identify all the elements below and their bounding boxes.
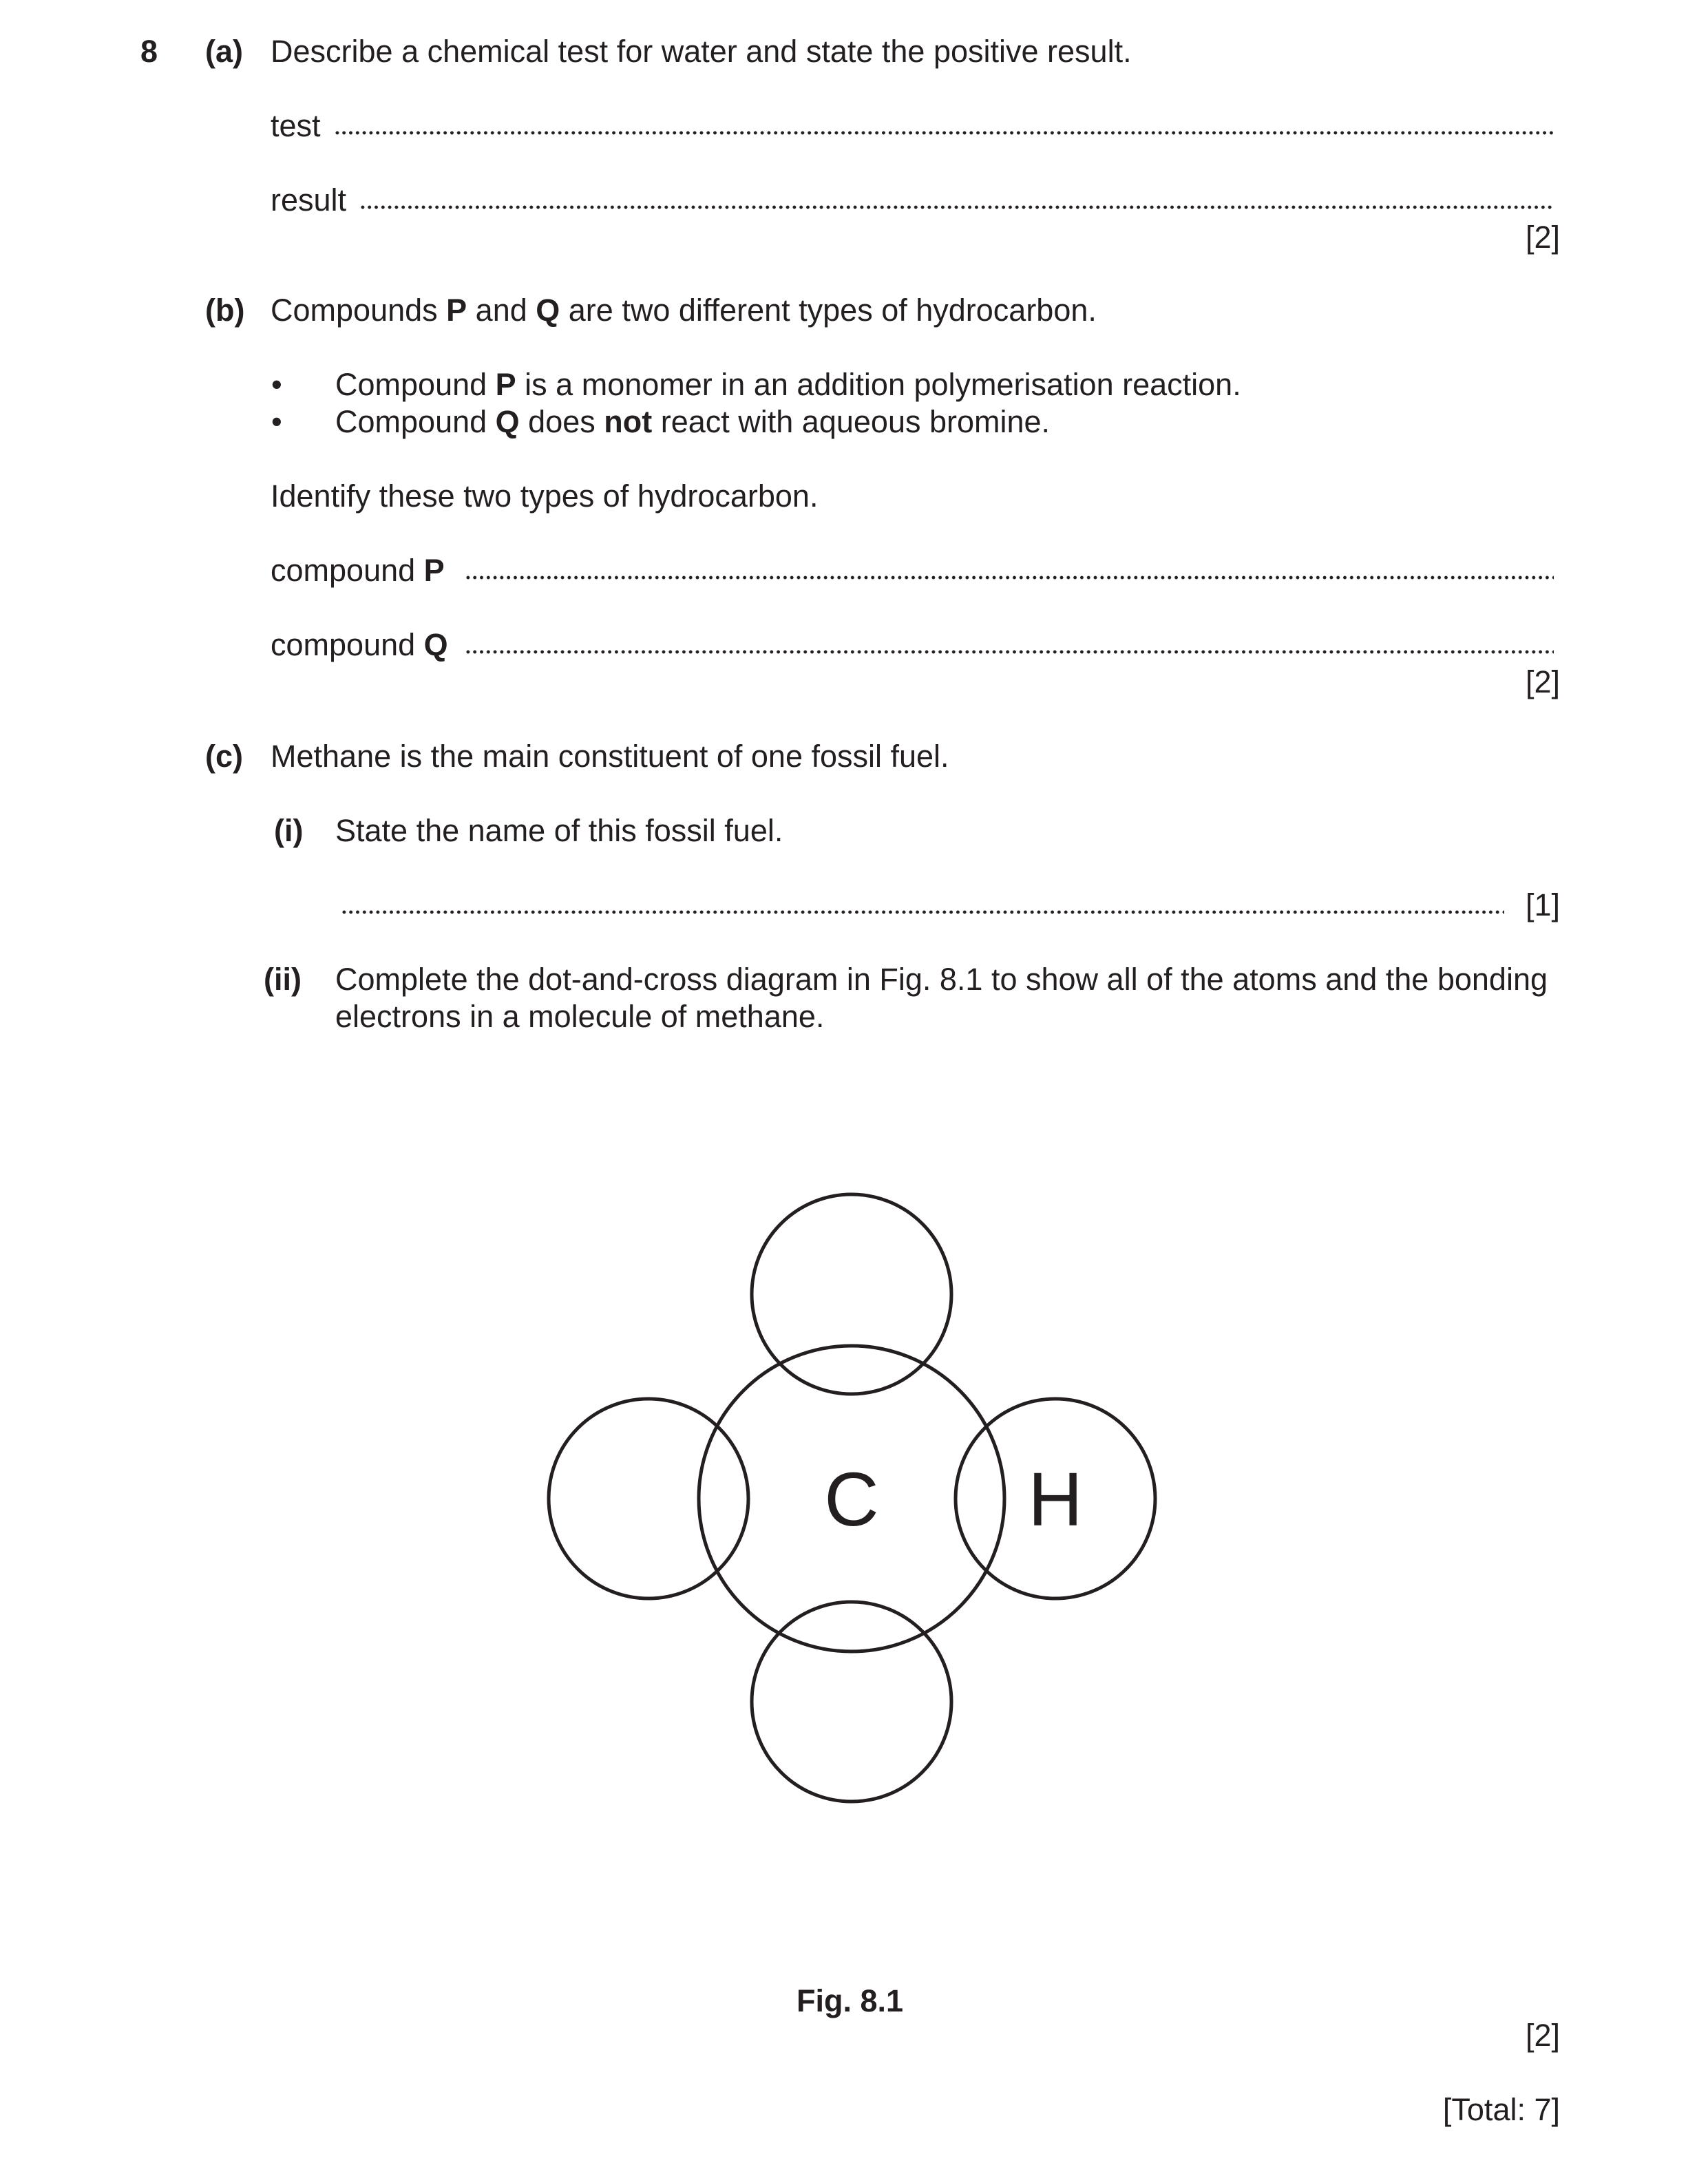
compound-p-label: compound P xyxy=(271,553,445,588)
part-a-marks: [2] xyxy=(1525,220,1560,255)
part-a-question: Describe a chemical test for water and state the positive result. xyxy=(271,34,1132,69)
part-c-i-label: (i) xyxy=(274,813,304,848)
part-b-intro: Compounds P and Q are two different types of hydrocarbon. xyxy=(271,293,1097,328)
part-c-label: (c) xyxy=(205,739,243,774)
part-c-i-marks: [1] xyxy=(1525,887,1560,922)
part-c-ii-line-2: electrons in a molecule of methane. xyxy=(335,999,825,1034)
part-c-ii-label: (ii) xyxy=(264,962,302,997)
result-label: result xyxy=(271,182,347,218)
part-c-ii-marks: [2] xyxy=(1525,2018,1560,2053)
question-number: 8 xyxy=(140,34,158,69)
part-b-marks: [2] xyxy=(1525,664,1560,699)
part-b-instruction: Identify these two types of hydrocarbon. xyxy=(271,478,819,514)
part-a-label: (a) xyxy=(205,34,243,69)
part-c-ii-line-1: Complete the dot-and-cross diagram in Fig. 8.1 to show all of the atoms and the bonding xyxy=(335,962,1548,997)
test-label: test xyxy=(271,108,321,143)
part-c-text: Methane is the main constituent of one fossil fuel. xyxy=(271,739,949,774)
bullet-2-text: Compound Q does not react with aqueous bromine. xyxy=(335,404,1051,439)
figure-caption: Fig. 8.1 xyxy=(797,1983,904,2018)
bullet-2-symbol: • xyxy=(271,404,282,439)
bottom-hydrogen-shell[interactable] xyxy=(752,1602,951,1802)
part-b-label: (b) xyxy=(205,293,245,328)
compound-q-label: compound Q xyxy=(271,627,448,662)
part-c-i-text: State the name of this fossil fuel. xyxy=(335,813,783,848)
carbon-symbol: C xyxy=(824,1457,879,1542)
bullet-1-symbol: • xyxy=(271,367,282,402)
left-hydrogen-shell[interactable] xyxy=(549,1399,748,1598)
hydrogen-symbol: H xyxy=(1028,1457,1083,1542)
bullet-1-text: Compound P is a monomer in an addition polymerisation reaction. xyxy=(335,367,1241,402)
total-marks: [Total: 7] xyxy=(1442,2092,1560,2127)
